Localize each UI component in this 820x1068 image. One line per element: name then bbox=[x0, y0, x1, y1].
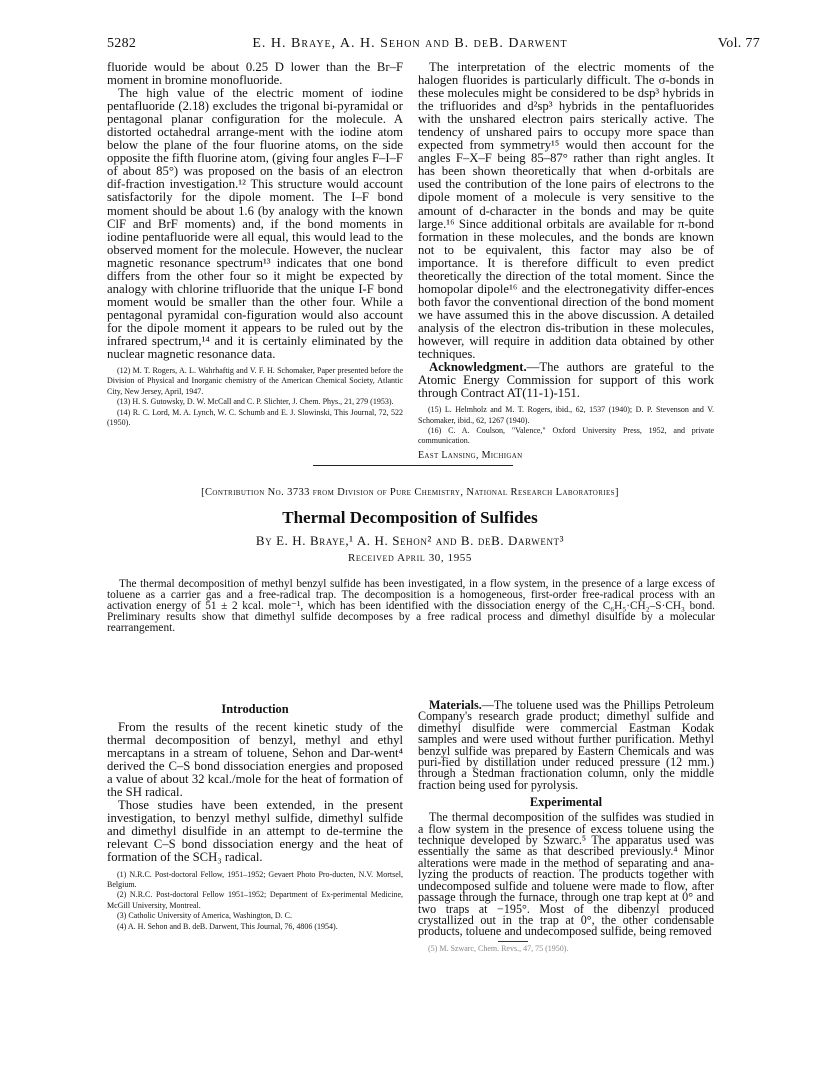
materials-paragraph bbox=[418, 700, 714, 791]
paragraph: The interpretation of the electric moments of the halogen fluorides is particularly difficult. The σ-bonds in these molecules might be considered to be dsp³ hybrids in the trifluorides and d²sp³ hybrids in the pentafluorides with the unshared electron pairs sterically active. The tendency of unshared pairs to occupy more space than expected from symmetry¹⁵ would then account for the angles F–X–F being 85–87° rather than right angles. It has been shown theoretically that when d-orbitals are used the contribution of the lone pairs of electrons to the dipole moment of a molecule is very sensitive to the amount of d-character in the bonds and may be quite large.¹⁶ Since additional orbitals are available for π-bond formation in these molecules, and the bonds are known not to be equivalent, this factor may also be of importance. It is therefore difficult to even predict theoretically the direction of the total moment. Since the homopolar dipole¹⁶ and the electronegativity differ-ences both favor the conventional direction of the bond moment we have assumed this in the above discussion. A detailed analysis of the electron dis-tribution in these molecules, however, will require in addition data obtained by other techniques. bbox=[418, 60, 714, 362]
article-left-column bbox=[107, 702, 403, 932]
footnote: (13) H. S. Gutowsky, D. W. McCall and C. P. Slichter, J. Chem. Phys., 21, 279 (1953). bbox=[117, 397, 394, 407]
byline: By E. H. Braye,¹ A. H. Sehon² and B. deB. Darwent³ bbox=[255, 533, 565, 548]
paragraph: From the results of the recent kinetic study of the thermal decomposition of benzyl, methyl and ethyl mercaptans in a stream of toluene, Sehon and Dar-went⁴ derived the C–S bond dissociation energies and proposed a value of about 32 kcal./mole for the heat of formation of the SH radical. bbox=[107, 720, 403, 800]
footnote: (2) N.R.C. Post-doctoral Fellow 1951–1952; Department of Ex-perimental Medicine, McGill University, Montreal. bbox=[107, 890, 403, 910]
footnote: (5) M. Szwarc, Chem. Revs., 47, 75 (1950). bbox=[428, 943, 569, 953]
materials-heading: Materials. bbox=[429, 698, 482, 712]
prev-article-left-column bbox=[107, 61, 403, 429]
paragraph: fluoride would be about 0.25 D lower than the Br–F moment in bromine monofluoride. bbox=[107, 60, 403, 88]
acknowledgment-text: —The authors are grateful to the Atomic Energy Commission for support of this work through Contract AT(11-1)-151. bbox=[418, 360, 714, 401]
footnote: (15) L. Helmholz and M. T. Rogers, ibid., 62, 1537 (1940); D. P. Stevenson and V. Schomaker, ibid., 62, 1267 (1940). bbox=[418, 405, 714, 425]
footnote: (4) A. H. Sehon and B. deB. Darwent, This Journal, 76, 4806 (1954). bbox=[117, 921, 338, 931]
running-head-authors: E. H. Braye, A. H. Sehon and B. deB. Darwent bbox=[252, 36, 568, 51]
location: East Lansing, Michigan bbox=[418, 449, 523, 461]
contribution-line: [Contribution No. 3733 from Division of Pure Chemistry, National Research Laboratories] bbox=[201, 487, 619, 498]
footnote-rule bbox=[498, 941, 528, 942]
page-number: 5282 bbox=[107, 36, 137, 51]
article-title: Thermal Decomposition of Sulfides bbox=[282, 508, 538, 527]
footnote: (14) R. C. Lord, M. A. Lynch, W. C. Schumb and E. J. Slowinski, This Journal, 72, 522 (1950). bbox=[107, 407, 403, 428]
materials-text: —The toluene used was the Phillips Petroleum Company's research grade product; dimethyl sulfide and dimethyl disulfide were commercial Eastman Kodak samples and were used without further purification. Methyl benzyl sulfide was prepared by Eastern Chemicals and was puri-fied by distillation under reduced pressure (12 mm.) through a Stedman fractionation column, only the middle fraction being used for pyrolysis. bbox=[418, 698, 714, 792]
section-divider bbox=[313, 465, 513, 466]
paragraph: Those studies have been extended, in the present investigation, to benzyl methyl sulfide, dimethyl sulfide and dimethyl disulfide in an attempt to de-termine the relevant C–S bond dissociation energy and the heat of formation of the SCH₃ radical. bbox=[107, 798, 403, 865]
introduction-heading: Introduction bbox=[221, 702, 289, 716]
experimental-paragraph: The thermal decomposition of the sulfides was studied in a flow system in the presence of excess toluene using the technique developed by Szwarc.⁵ The apparatus used was essentially the same as that described previously.⁴ Minor alterations were made in the method of separating and ana-lyzing the products of reaction. The products together with undecomposed sulfide and toluene were made to flow, after passage through the furnace, through one trap kept at 0° and two traps at −195°. Most of the dibenzyl produced crystallized out in the trap at 0°, the other condensable products, toluene and undecomposed sulfide, being removed bbox=[418, 810, 714, 939]
footnote: (12) M. T. Rogers, A. L. Wahrhaftig and V. F. H. Schomaker, Paper presented before the Division of Physical and Inorganic chemistry of the American Chemical Society, Atlantic City, New Jersey, April, 1947. bbox=[107, 366, 403, 396]
prev-article-right-column bbox=[418, 61, 714, 461]
article-right-column bbox=[418, 700, 714, 954]
footnote: (16) C. A. Coulson, "Valence," Oxford University Press, 1952, and private communication. bbox=[418, 426, 714, 446]
paragraph: The high value of the electric moment of iodine pentafluoride (2.18) excludes the trigonal bi-pyramidal or pentagonal planar configuration for the molecule. A distorted octahedral arrange-ment with the iodine atom below the plane of the four fluorine atoms, on the side opposite the fifth fluorine atom, (giving four angles F–I–F of about 85°) was proposed on the basis of an electron dif-fraction investigation.¹² This structure would account satisfactorily for the dipole moment. The I–F bond moment should be about 1.6 (by analogy with the known ClF and BrF moments) and, if the bond moments in iodine pentafluoride were all equal, this would lead to the observed moment for the molecule. However, the nuclear magnetic resonance spectrum¹³ indicates that one bond differs from the other four so it might be expected by analogy with chlorine trifluoride that the unique I-F bond moment would be smaller than the other four. While a pentagonal pyramidal con-figuration would also account for the dipole moment it appears to be ruled out by the infrared spectrum,¹⁴ and it is certainly eliminated by the nuclear magnetic resonance data. bbox=[107, 86, 403, 362]
footnote: (1) N.R.C. Post-doctoral Fellow, 1951–1952; Gevaert Photo Pro-ducten, N.V. Mortsel, Belgium. bbox=[107, 869, 403, 889]
volume-label: Vol. 77 bbox=[717, 36, 760, 51]
footnote: (3) Catholic University of America, Washington, D. C. bbox=[117, 911, 292, 921]
received-date: Received April 30, 1955 bbox=[347, 552, 473, 564]
experimental-heading: Experimental bbox=[529, 795, 603, 810]
abstract: The thermal decomposition of methyl benzyl sulfide has been investigated, in a flow system, in the presence of a large excess of toluene as a carrier gas and a free-radical trap. The decomposition is a homogeneous, first-order free-radical process with an activation energy of 51 ± 2 kcal. mole⁻¹, which has been identified with the dissociation energy of the C₆H₅·CH₂–S·CH₃ bond. Preliminary results show that dimethyl sulfide decomposes by a free radical process and dimethyl disulfide by a molecular rearrangement. bbox=[107, 578, 715, 635]
acknowledgment-heading: Acknowledgment. bbox=[429, 360, 527, 375]
acknowledgment bbox=[418, 361, 714, 400]
